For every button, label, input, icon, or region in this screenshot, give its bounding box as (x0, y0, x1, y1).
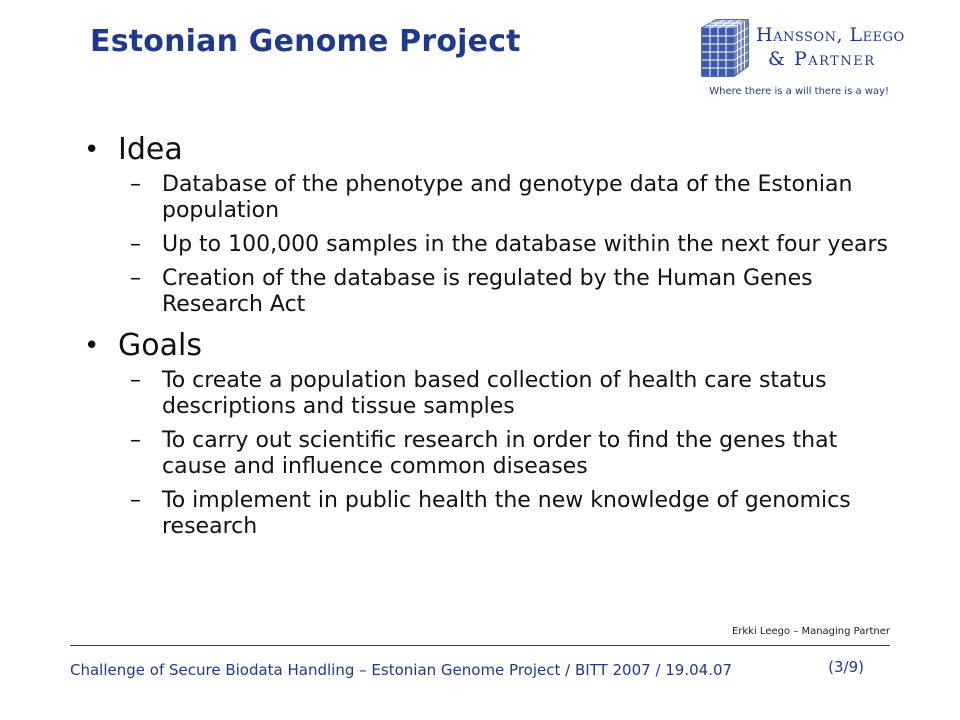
list-item-text: Up to 100,000 samples in the database within the next four years (162, 232, 888, 257)
company-logo (694, 18, 924, 88)
section-heading (84, 130, 894, 170)
dash-icon: – (130, 172, 141, 197)
dash-icon: – (130, 368, 141, 393)
author-credit: Erkki Leego – Managing Partner (731, 626, 890, 637)
section-heading-text: Goals (118, 328, 202, 363)
section-heading-text: Idea (118, 132, 183, 167)
slide-content (84, 130, 894, 540)
logo-text-line2: & Partner (768, 48, 876, 70)
company-tagline: Where there is a will there is a way! (709, 86, 889, 97)
dash-icon: – (130, 428, 141, 453)
section-heading (84, 326, 894, 366)
footer-divider (70, 645, 890, 646)
list-item-text: To create a population based collection of health care status descriptions and tissue samples (162, 368, 827, 419)
bullet-icon: • (84, 135, 100, 165)
list-item (84, 368, 894, 420)
bullet-icon: • (84, 331, 100, 361)
dash-icon: – (130, 488, 141, 513)
list-item-text: To implement in public health the new knowledge of genomics research (162, 488, 851, 539)
list-item (84, 266, 894, 318)
cube-grid-icon (694, 18, 754, 78)
logo-text-line1: Hansson, Leego (756, 24, 905, 46)
slide-title: Estonian Genome Project (90, 24, 521, 59)
list-item (84, 488, 894, 540)
list-item (84, 428, 894, 480)
footer-text: Challenge of Secure Biodata Handling – Estonian Genome Project / BITT 2007 / 19.04.07 (70, 661, 733, 679)
dash-icon: – (130, 232, 141, 257)
list-item (84, 172, 894, 224)
page-number: (3/9) (828, 658, 864, 676)
dash-icon: – (130, 266, 141, 291)
list-item (84, 232, 894, 258)
list-item-text: Creation of the database is regulated by the Human Genes Research Act (162, 266, 813, 317)
list-item-text: To carry out scientific research in order to find the genes that cause and influence common diseases (162, 428, 838, 479)
list-item-text: Database of the phenotype and genotype data of the Estonian population (162, 172, 853, 223)
